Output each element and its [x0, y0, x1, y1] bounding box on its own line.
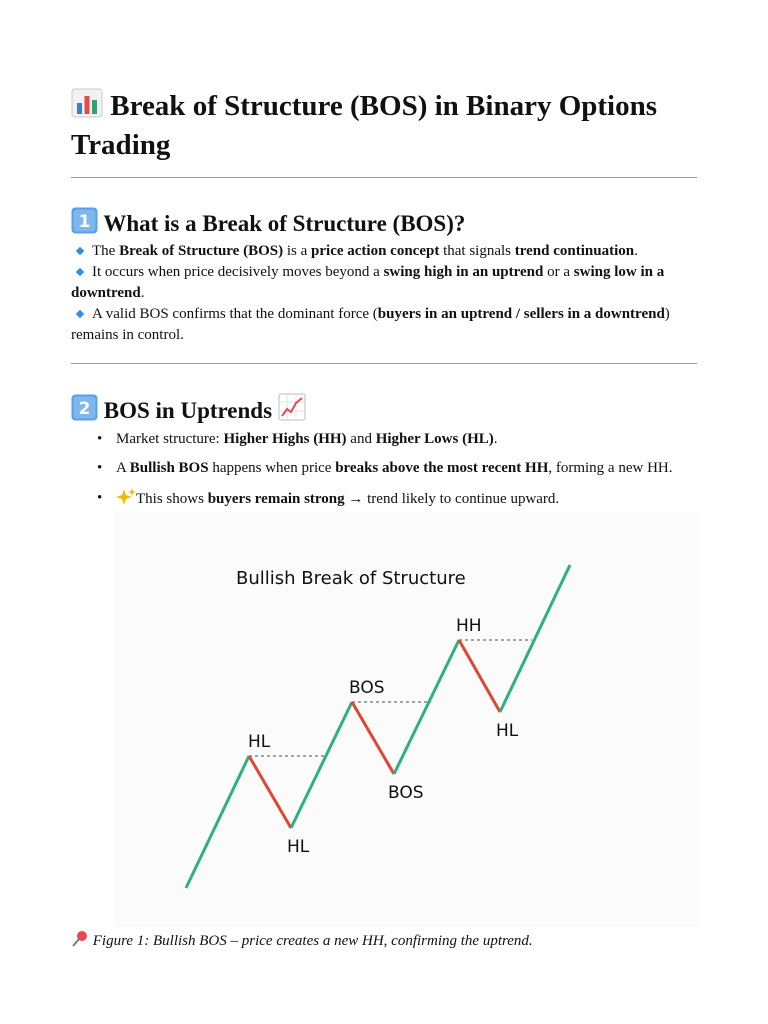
bos-label: BOS — [349, 678, 385, 698]
upswing-line — [394, 640, 459, 774]
keycap-2-icon — [71, 394, 98, 429]
bold-text: swing high in an uptrend — [383, 264, 544, 280]
list-item — [97, 429, 498, 449]
bullet-dot: • — [97, 431, 103, 447]
bold-text: breaks above the most recent HH — [335, 460, 549, 476]
text: . — [140, 285, 145, 301]
page-title — [71, 88, 697, 163]
bos-diagram — [114, 512, 699, 927]
arrow-text: → — [344, 491, 368, 507]
divider — [71, 177, 697, 178]
blue-diamond-icon — [76, 309, 84, 317]
text: , forming a new HH. — [548, 460, 673, 476]
svg-text:1: 1 — [78, 212, 91, 232]
text: A — [116, 460, 130, 476]
hl-label: HL — [287, 837, 310, 857]
downswing-line — [249, 756, 291, 828]
figure-title: Bullish Break of Structure — [236, 568, 466, 589]
bullet-dot: • — [97, 460, 103, 476]
section1-heading — [71, 207, 465, 242]
bold-text: Higher Highs (HH) — [223, 431, 347, 447]
upswing-line — [186, 756, 249, 888]
section2-heading-text: BOS in Uptrends — [103, 398, 273, 423]
chart-increasing-icon — [278, 393, 306, 429]
bold-text: Break of Structure (BOS) — [119, 243, 284, 259]
section2-heading — [71, 393, 306, 429]
text: A valid BOS confirms that the dominant force ( — [92, 306, 378, 322]
hl-label: HL — [248, 732, 271, 752]
text: or a — [543, 264, 574, 280]
text: ) — [664, 306, 670, 322]
text: . — [634, 243, 638, 259]
sparkles-icon — [116, 488, 136, 512]
bullet-dot: • — [97, 490, 103, 506]
figure-caption — [71, 930, 533, 955]
section1-heading-text: What is a Break of Structure (BOS)? — [103, 211, 466, 236]
bold-text: price action concept — [311, 243, 440, 259]
section1-line-3 — [71, 304, 697, 346]
bold-text: downtrend — [71, 285, 141, 301]
text: This shows — [136, 491, 208, 507]
blue-diamond-icon — [76, 267, 84, 275]
page-title-text: Break of Structure (BOS) in Binary Options Trading — [71, 90, 658, 161]
svg-text:2: 2 — [78, 399, 91, 419]
bar-chart-icon — [71, 88, 103, 127]
section1-line-1 — [71, 241, 697, 262]
hl-label: HL — [496, 721, 519, 741]
text: Market structure: — [116, 431, 224, 447]
bold-text: trend continuation — [514, 243, 635, 259]
text: . — [493, 431, 498, 447]
pushpin-icon — [71, 930, 89, 955]
caption-text: Figure 1: Bullish BOS – price creates a new HH, confirming the uptrend. — [92, 933, 533, 949]
text: that signals — [439, 243, 515, 259]
bold-text: Bullish BOS — [129, 460, 209, 476]
bos-label: BOS — [388, 783, 424, 803]
hh-label: HH — [456, 616, 482, 636]
bold-text: buyers in an uptrend / sellers in a downtrend — [377, 306, 665, 322]
bold-text: buyers remain strong — [207, 491, 345, 507]
text: and — [346, 431, 376, 447]
blue-diamond-icon — [76, 246, 84, 254]
bold-text: swing low in a — [573, 264, 665, 280]
downswing-line — [459, 640, 500, 712]
text: is a — [283, 243, 312, 259]
upswing-line — [291, 702, 352, 828]
text: happens when price — [208, 460, 336, 476]
text: trend likely to continue upward. — [367, 491, 560, 507]
bos-figure — [114, 512, 699, 927]
section1-line-2 — [71, 262, 697, 304]
section1-paragraph — [71, 241, 697, 346]
upswing-line — [500, 565, 570, 712]
divider — [71, 363, 697, 364]
text: The — [92, 243, 120, 259]
keycap-1-icon — [71, 207, 98, 242]
list-item — [97, 458, 673, 478]
downswing-line — [352, 702, 394, 774]
list-item — [97, 488, 560, 512]
text: remains in control. — [71, 327, 184, 343]
text: It occurs when price decisively moves beyond a — [92, 264, 384, 280]
bold-text: Higher Lows (HL) — [375, 431, 494, 447]
